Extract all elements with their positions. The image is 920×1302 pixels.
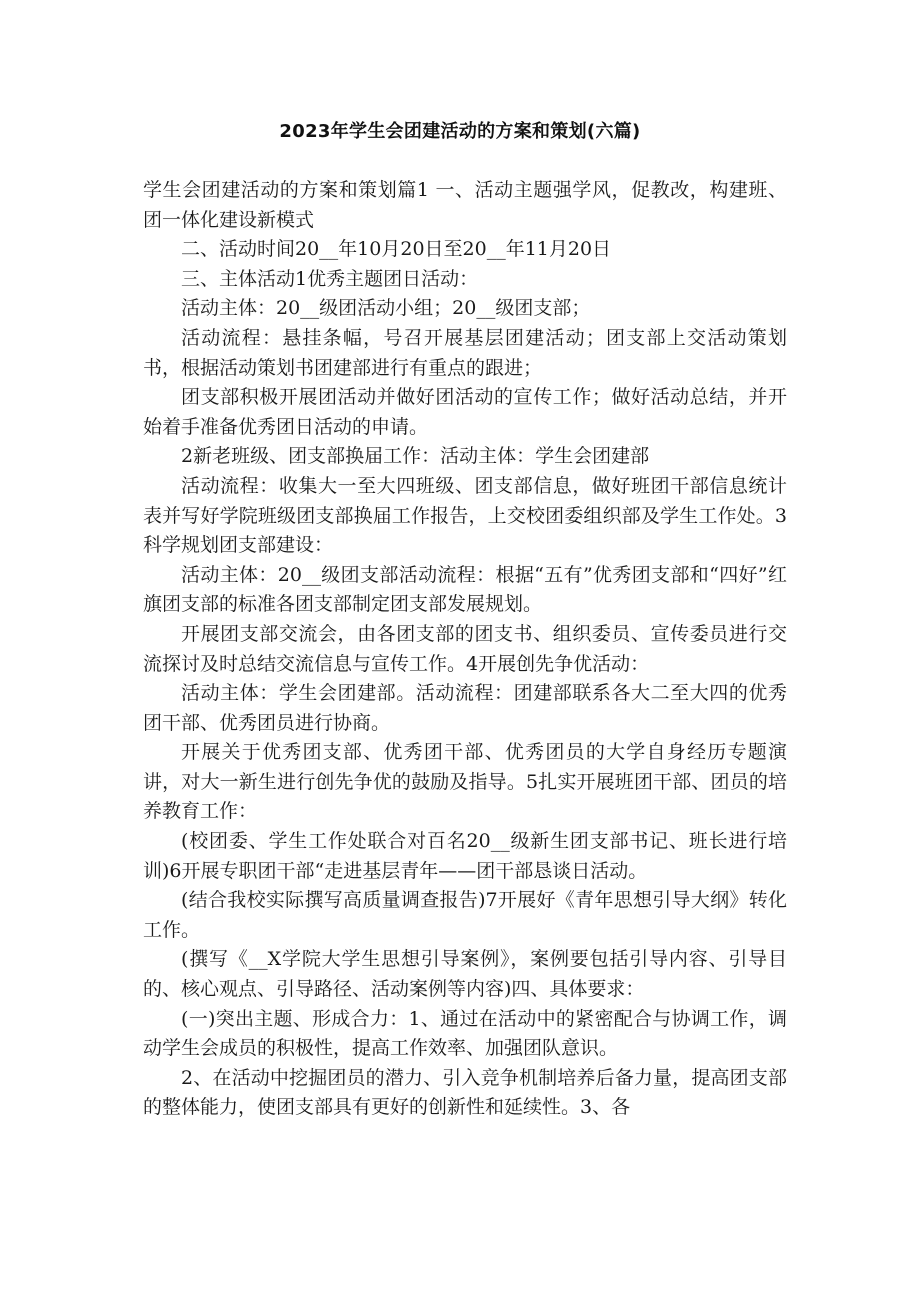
paragraph: 2、在活动中挖掘团员的潜力、引入竞争机制培养后备力量，提高团支部的整体能力，使团支部具有更好的创新性和延续性。3、各 xyxy=(143,1066,787,1119)
paragraph: 活动主体：20__级团支部活动流程：根据“五有”优秀团支部和“四好”红旗团支部的标准各团支部制定团支部发展规划。 xyxy=(143,563,787,616)
paragraph: 学生会团建活动的方案和策划篇1 一、活动主题强学风，促教改，构建班、团一体化建设新模式 xyxy=(143,179,787,231)
paragraph: 活动主体：学生会团建部。活动流程：团建部联系各大二至大四的优秀团干部、优秀团员进行协商。 xyxy=(143,682,787,734)
document-title: 2023年学生会团建活动的方案和策划(六篇) xyxy=(279,121,641,142)
paragraph: (结合我校实际撰写高质量调查报告)7开展好《青年思想引导大纲》转化工作。 xyxy=(143,889,787,941)
paragraph: 活动流程：收集大一至大四班级、团支部信息，做好班团干部信息统计表并写好学院班级团支部换届工作报告，上交校团委组织部及学生工作处。3科学规划团支部建设： xyxy=(143,474,787,557)
paragraph: 活动主体：20__级团活动小组；20__级团支部； xyxy=(181,297,591,320)
paragraph: (撰写《__X学院大学生思想引导案例》，案例要包括引导内容、引导目的、核心观点、引导路径、活动案例等内容)四、具体要求： xyxy=(143,948,787,1001)
paragraph: 开展团支部交流会，由各团支部的团支书、组织委员、宣传委员进行交流探讨及时总结交流信息与宣传工作。4开展创先争优活动： xyxy=(143,622,787,675)
paragraph: 2新老班级、团支部换届工作：活动主体：学生会团建部 xyxy=(181,445,650,468)
paragraph: 活动流程：悬挂条幅，号召开展基层团建活动；团支部上交活动策划书，根据活动策划书团建部进行有重点的跟进； xyxy=(143,326,787,379)
paragraph: 三、主体活动1优秀主题团日活动： xyxy=(181,267,479,290)
paragraph: (校团委、学生工作处联合对百名20__级新生团支部书记、班长进行培训)6开展专职团干部“走进基层青年——团干部恳谈日活动。 xyxy=(143,830,787,882)
paragraph: 二、活动时间20__年10月20日至20__年11月20日 xyxy=(181,238,612,261)
paragraph: 团支部积极开展团活动并做好团活动的宣传工作；做好活动总结，并开始着手准备优秀团日活动的申请。 xyxy=(143,386,787,438)
paragraph: 开展关于优秀团支部、优秀团干部、优秀团员的大学自身经历专题演讲，对大一新生进行创先争优的鼓励及指导。5扎实开展班团干部、团员的培养教育工作： xyxy=(143,741,787,823)
paragraph: (一)突出主题、形成合力：1、通过在活动中的紧密配合与协调工作，调动学生会成员的积极性，提高工作效率、加强团队意识。 xyxy=(143,1007,787,1060)
document-body xyxy=(143,176,787,1123)
